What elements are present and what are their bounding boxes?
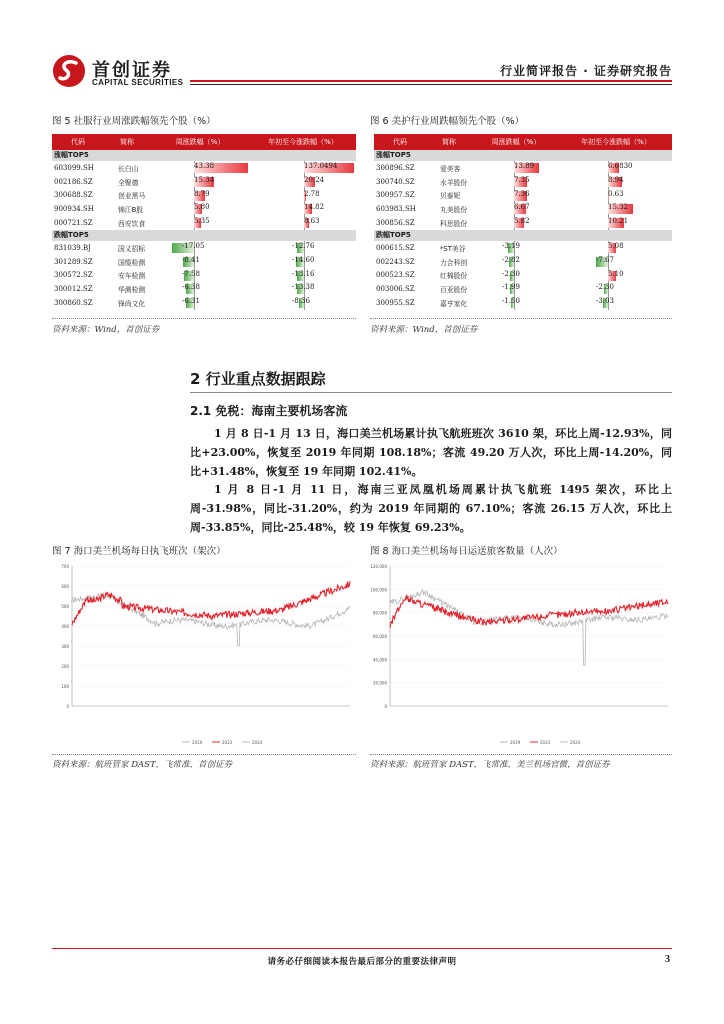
week-change-cell (150, 282, 250, 296)
week-change-cell (472, 255, 560, 269)
fig6-source: 资料来源：Wind，首创证券 (370, 325, 478, 335)
ytd-change-cell (560, 255, 672, 269)
header-divider (190, 80, 672, 82)
ytd-change-value: 0.63 (608, 189, 624, 198)
ytd-change-value: 137.0494 (304, 162, 338, 170)
ytd-change-value: 10.21 (608, 217, 629, 226)
stock-code: 002186.SZ (54, 177, 93, 186)
brand-logo-icon (52, 54, 86, 88)
stock-code: 300572.SZ (54, 271, 93, 280)
table-row (52, 282, 356, 296)
stock-name: 爱美客 (440, 164, 461, 173)
stock-code: 000615.SZ (376, 243, 415, 252)
week-change-value: -2.30 (502, 269, 520, 278)
legend-label: 2023 (222, 740, 233, 745)
ytd-change-cell (560, 296, 672, 310)
table-section-label: 涨幅TOP5 (52, 150, 356, 161)
column-header: 简称 (442, 138, 456, 146)
ytd-change-cell (250, 202, 356, 216)
week-change-cell (150, 216, 250, 230)
stock-name: 科思股份 (440, 220, 468, 229)
table-header (52, 134, 356, 150)
week-change-value: -2.82 (502, 255, 520, 264)
stock-name: 贝泰妮 (440, 192, 461, 201)
table-row (52, 161, 356, 175)
legend-label: 2024 (570, 740, 581, 745)
fig6-caption: 图 6 美护行业周跌幅领先个股（%） (370, 116, 525, 127)
week-change-value: -17.05 (182, 241, 205, 250)
week-change-cell (472, 296, 560, 310)
ytd-change-cell (250, 241, 356, 255)
stock-name: 水羊股份 (440, 178, 468, 187)
y-tick-label: 600 (61, 584, 69, 589)
legend-label: 2023 (540, 740, 551, 745)
ytd-change-cell (560, 282, 672, 296)
ytd-change-value: -13.16 (292, 269, 315, 278)
ytd-change-value: 20.24 (304, 175, 325, 184)
table-section-label: 涨幅TOP5 (374, 150, 672, 161)
ytd-change-cell (560, 189, 672, 203)
ytd-change-cell (250, 269, 356, 283)
week-change-cell (150, 269, 250, 283)
stock-code: 300012.SZ (54, 285, 93, 294)
fig5-divider (52, 318, 356, 319)
section-heading: 2 行业重点数据跟踪 (190, 370, 326, 388)
ytd-change-value: -13.38 (292, 283, 315, 292)
week-change-value: -1.99 (502, 283, 520, 292)
table-row (374, 296, 672, 310)
week-change-cell (150, 202, 250, 216)
y-tick-label: 120,000 (370, 564, 387, 569)
ytd-change-value: 5.10 (608, 269, 624, 278)
week-change-value: 15.34 (194, 175, 215, 184)
legend-label: 2019 (192, 740, 203, 745)
stock-name: 创业黑马 (118, 192, 146, 201)
ytd-change-cell (250, 282, 356, 296)
stock-code: 300688.SZ (54, 191, 93, 200)
ytd-change-cell (560, 216, 672, 230)
week-change-cell (150, 255, 250, 269)
week-change-cell (150, 161, 250, 175)
stock-code: 603099.SH (54, 163, 94, 172)
stock-name: 嘉亨家化 (440, 300, 468, 309)
ytd-change-cell (250, 189, 356, 203)
week-change-value: 7.36 (514, 189, 530, 198)
table-row (374, 175, 672, 189)
table-row (374, 282, 672, 296)
footer-rule (52, 948, 672, 949)
ytd-change-cell (250, 161, 356, 175)
section-heading-rule (190, 392, 672, 393)
column-header: 代码 (393, 138, 407, 146)
week-change-value: 5.82 (514, 217, 530, 226)
week-change-value: 13.89 (514, 162, 535, 170)
fig5-caption: 图 5 社服行业周涨跌幅领先个股（%） (52, 116, 216, 127)
paragraph-sanya: 1 月 8 日-1 月 11 日，海南三亚凤凰机场周累计执飞航班 1495 架次，环比上周-31.98%，同比-31.20%，约为 2019 年同期的 67.10%；客流 26.15 万人次，环比上周-33.85%，同比-25.48%，较 19 年恢复 69.23%。 (190, 483, 672, 534)
table-row (374, 255, 672, 269)
week-change-value: 6.67 (514, 203, 530, 212)
stock-name: 力合科创 (440, 258, 468, 267)
stock-name: 长白山 (118, 164, 139, 173)
week-change-cell (472, 161, 560, 175)
table-row (374, 189, 672, 203)
ytd-change-cell (250, 175, 356, 189)
y-tick-label: 700 (61, 564, 69, 569)
stock-code: 301289.SZ (54, 257, 93, 266)
ytd-change-cell (560, 241, 672, 255)
fig7-divider (52, 754, 356, 755)
stock-code: 300740.SZ (376, 177, 415, 186)
week-change-value: 43.38 (194, 162, 215, 170)
week-change-cell (472, 269, 560, 283)
table-row (374, 202, 672, 216)
week-change-cell (472, 189, 560, 203)
week-change-cell (150, 296, 250, 310)
stock-code: 300860.SZ (54, 299, 93, 308)
y-tick-label: 500 (61, 604, 69, 609)
column-header: 周涨跌幅（%） (491, 138, 541, 146)
stock-code: 831039.BJ (54, 243, 91, 252)
ytd-change-cell (560, 269, 672, 283)
stock-code: 603983.SH (376, 205, 416, 214)
ytd-change-value: -3.03 (596, 297, 614, 306)
paragraph-haikou: 1 月 8 日-1 月 13 日，海口美兰机场累计执飞航班班次 3610 架，环比上周-12.93%，同比+23.00%，恢复至 2019 年同期 108.18%；客流 49.20 万人次，环比上周-14.20%，同比+31.48%，恢复至 19 年同期 102.41%。 (190, 427, 672, 478)
ytd-change-value: 5.08 (608, 241, 624, 250)
week-change-value: -8.41 (182, 255, 200, 264)
fig7-line-chart (52, 560, 354, 750)
week-change-value: 8.79 (194, 189, 210, 198)
fig8-line-chart (370, 560, 672, 750)
week-change-value: 5.80 (194, 203, 210, 212)
column-header: 代码 (71, 138, 85, 146)
y-tick-label: 200 (61, 664, 69, 669)
week-change-cell (472, 241, 560, 255)
column-header: 年初至今涨跌幅（%） (268, 138, 338, 146)
fig7-source: 资料来源：航班管家 DAST，飞常准，首创证券 (52, 760, 233, 770)
legend-label: 2024 (252, 740, 263, 745)
stock-code: 300896.SZ (376, 163, 415, 172)
stock-code: 300957.SZ (376, 191, 415, 200)
stock-code: 003006.SZ (376, 285, 415, 294)
column-header: 周涨跌幅（%） (175, 138, 225, 146)
table-header (374, 134, 672, 150)
stock-name: 国义招标 (118, 244, 146, 253)
stock-name: 国缆检测 (118, 258, 146, 267)
fig8-divider (370, 754, 672, 755)
table-row (52, 216, 356, 230)
ytd-change-value: -7.67 (596, 255, 614, 264)
stock-code: 000721.SZ (54, 219, 93, 228)
y-tick-label: 400 (61, 624, 69, 629)
week-change-cell (472, 282, 560, 296)
ytd-change-value: -12.76 (292, 241, 315, 250)
ytd-change-cell (250, 216, 356, 230)
fig5-source: 资料来源：Wind，首创证券 (52, 325, 160, 335)
stock-name: 全聚德 (118, 178, 139, 187)
y-tick-label: 100 (61, 684, 69, 689)
report-type: 行业简评报告 · 证券研究报告 (500, 64, 672, 78)
table-row (52, 269, 356, 283)
brand-name: 首创证券 (92, 60, 172, 81)
week-change-cell (150, 175, 250, 189)
ytd-change-cell (560, 161, 672, 175)
column-header: 年初至今涨跌幅（%） (581, 138, 651, 146)
chart-background (52, 560, 354, 750)
week-change-value: 5.35 (194, 217, 210, 226)
y-tick-label: 40,000 (373, 657, 387, 663)
week-change-cell (472, 202, 560, 216)
table-row (52, 189, 356, 203)
week-change-cell (472, 175, 560, 189)
page-number: 3 (665, 954, 670, 965)
table-section-label: 跌幅TOP5 (374, 230, 672, 241)
ytd-change-value: 15.32 (608, 203, 629, 212)
stock-name: 安车检测 (118, 272, 146, 281)
y-tick-label: 60,000 (373, 634, 387, 639)
fig8-caption: 图 8 海口美兰机场每日运送旅客数量（人次） (370, 546, 563, 557)
ytd-change-value: 8.63 (304, 217, 320, 226)
stock-name: 锋尚文化 (118, 300, 146, 309)
stock-code: 000523.SZ (376, 271, 415, 280)
week-change-value: 7.35 (514, 175, 530, 184)
table-row (374, 161, 672, 175)
table-row (52, 241, 356, 255)
table-row (374, 216, 672, 230)
chart-background (370, 560, 672, 750)
ytd-change-cell (250, 255, 356, 269)
week-change-value: -6.31 (182, 297, 200, 306)
y-tick-label: 20,000 (373, 680, 387, 686)
stock-code: 002243.SZ (376, 257, 415, 266)
stock-name: 锦江B股 (118, 206, 144, 215)
week-change-cell (150, 189, 250, 203)
table-section-label: 跌幅TOP5 (52, 230, 356, 241)
ytd-change-value: 14.82 (304, 203, 325, 212)
y-tick-label: 100,000 (370, 587, 387, 593)
stock-code: 300955.SZ (376, 299, 415, 308)
y-tick-label: 0 (66, 704, 69, 709)
subsection-heading: 2.1 免税：海南主要机场客流 (190, 404, 348, 418)
y-tick-label: 0 (384, 704, 387, 709)
stock-name: 红棉股份 (440, 272, 468, 281)
week-change-value: -7.58 (182, 269, 200, 278)
week-change-cell (472, 216, 560, 230)
ytd-change-cell (560, 175, 672, 189)
week-change-value: -1.50 (502, 297, 520, 306)
table-row (52, 175, 356, 189)
ytd-change-value: -2.30 (596, 283, 614, 292)
stock-name: *ST美谷 (440, 244, 466, 253)
stock-name: 西安饮食 (118, 220, 146, 229)
ytd-change-value: -14.60 (292, 255, 315, 264)
stock-code: 300856.SZ (376, 219, 415, 228)
stock-name: 丸美股份 (440, 206, 468, 215)
fig5-table (52, 134, 356, 310)
fig7-caption: 图 7 海口美兰机场每日执飞班次（架次） (52, 546, 226, 557)
legend-label: 2019 (510, 740, 521, 745)
fig8-source: 资料来源：航班管家 DAST，飞常准，美兰机场官微，首创证券 (370, 760, 610, 770)
stock-code: 900934.SH (54, 205, 94, 214)
week-change-cell (150, 241, 250, 255)
fig6-divider (370, 318, 672, 319)
ytd-change-cell (560, 202, 672, 216)
week-change-value: -6.38 (182, 283, 200, 292)
table-row (52, 255, 356, 269)
footer-disclaimer: 请务必仔细阅读本报告最后部分的重要法律声明 (267, 957, 457, 967)
column-header: 简称 (120, 138, 134, 146)
ytd-change-value: 2.78 (304, 189, 320, 198)
ytd-change-cell (250, 296, 356, 310)
table-row (374, 241, 672, 255)
y-tick-label: 80,000 (373, 610, 387, 616)
ytd-change-value: -8.36 (292, 297, 310, 306)
stock-name: 华测检测 (118, 286, 146, 295)
week-change-value: -3.19 (502, 241, 520, 250)
ytd-change-value: 8.94 (608, 175, 624, 184)
y-tick-label: 300 (61, 644, 69, 649)
header-divider-thin (190, 84, 672, 85)
table-row (52, 296, 356, 310)
brand-name-en: CAPITAL SECURITIES (92, 78, 184, 87)
fig6-table (374, 134, 672, 310)
table-row (374, 269, 672, 283)
table-row (52, 202, 356, 216)
ytd-change-value: 6.6830 (608, 162, 633, 170)
stock-name: 百亚股份 (440, 286, 468, 295)
